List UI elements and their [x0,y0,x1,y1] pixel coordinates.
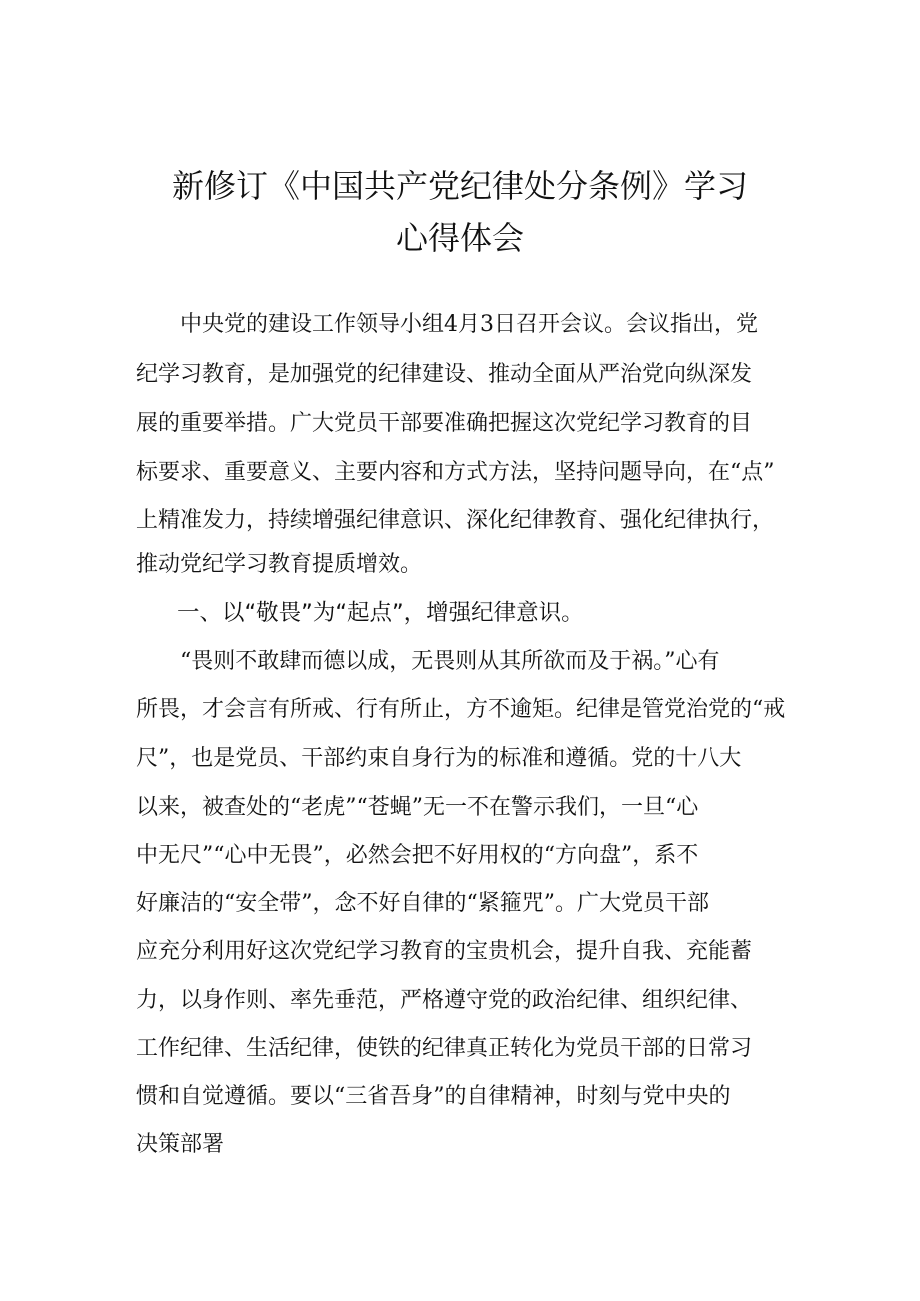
paragraph-1-line: 展的重要举措。广大党员干部要准确把握这次党纪学习教育的目 [136,411,753,436]
paragraph-2-line: 尺”，也是党员、干部约束自身行为的标准和遵循。党的十八大 [136,746,742,771]
paragraph-2-line: 以来，被查处的“老虎”“苍蝇”无一不在警示我们，一旦“心 [136,795,699,820]
paragraph-2-line: 应充分利用好这次党纪学习教育的宝贵机会，提升自我、充能蓄 [136,939,753,964]
paragraph-2-line: 中无尺”“心中无畏”，必然会把不好用权的“方向盘”，系不 [136,843,699,868]
paragraph-2-line: 决策部署 [136,1132,225,1157]
paragraph-1-line: 纪学习教育，是加强党的纪律建设、推动全面从严治党向纵深发 [136,362,753,387]
paragraph-2-line: 力，以身作则、率先垂范，严格遵守党的政治纪律、组织纪律、 [136,988,753,1013]
document-title-line-2: 心得体会 [395,219,524,257]
paragraph-2-line: 好廉洁的“安全带”，念不好自律的“紧箍咒”。广大党员干部 [136,891,709,916]
paragraph-2-line: “畏则不敢肆而德以成，无畏则从其所欲而及于祸。”心有 [136,649,720,674]
paragraph-2-line: 工作纪律、生活纪律，使铁的纪律真正转化为党员干部的日常习 [136,1036,753,1061]
paragraph-1-line: 中央党的建设工作领导小组4月3日召开会议。会议指出，党 [136,312,758,337]
paragraph-2-line: 惯和自觉遵循。要以“三省吾身”的自律精神，时刻与党中央的 [136,1084,731,1109]
paragraph-2-line: 所畏，才会言有所戒、行有所止，方不逾矩。纪律是管党治党的“戒 [136,697,786,722]
paragraph-1-line: 标要求、重要意义、主要内容和方式方法，坚持问题导向，在“点” [136,460,775,485]
paragraph-1-line: 上精准发力，持续增强纪律意识、深化纪律教育、强化纪律执行， [136,508,775,533]
document-title-line-1: 新修订《中国共产党纪律处分条例》学习 [171,167,748,205]
paragraph-1-line: 推动党纪学习教育提质增效。 [136,552,423,577]
section-heading: 一、以“敬畏”为“起点”，增强纪律意识。 [177,600,584,626]
